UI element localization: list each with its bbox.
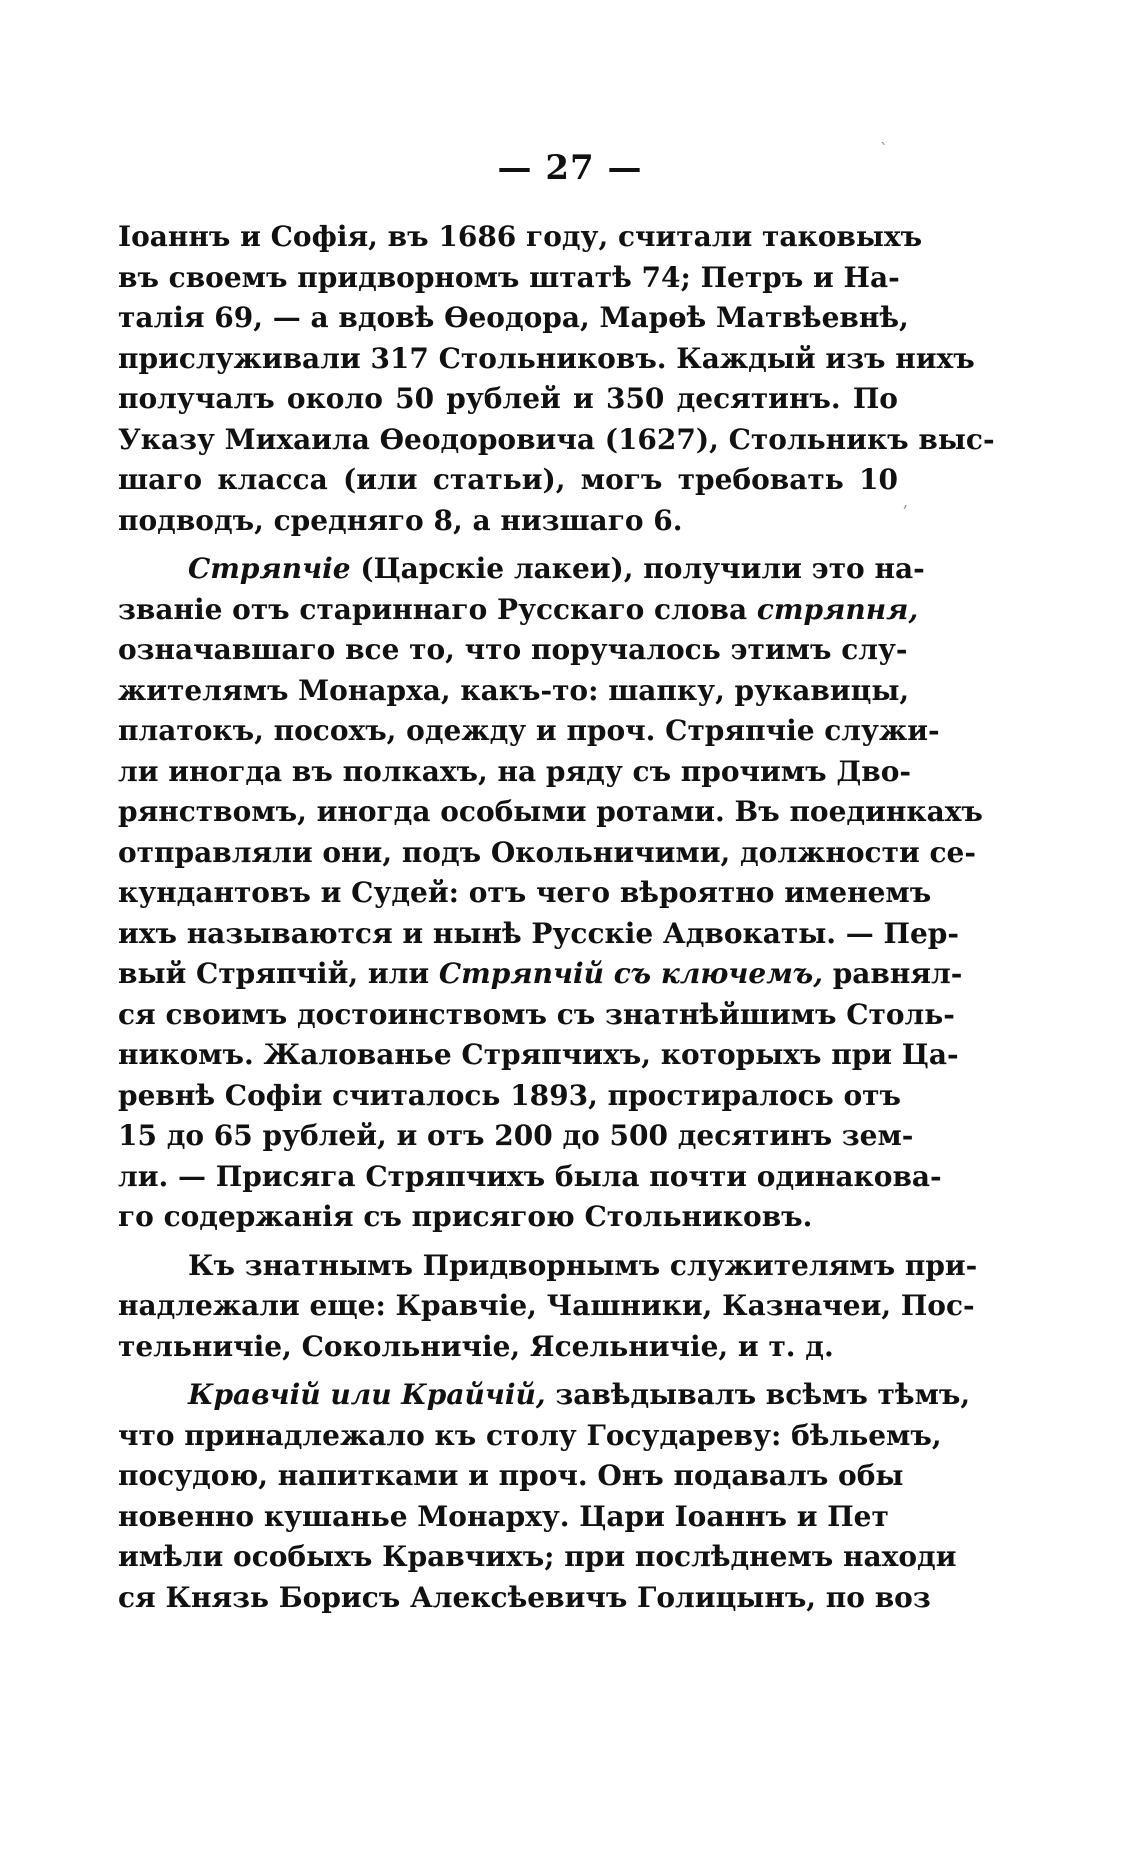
text-segment: прислуживали 317 Стольниковъ. Каждый изъ нихъ [118,341,975,375]
text-segment: ревнѣ Софіи считалось 1893, простиралось отъ [118,1078,901,1112]
text-line [118,460,898,501]
text-line [118,339,975,380]
scan-speck: ˋ [880,140,888,159]
italic-term: стряпня, [756,592,919,626]
text-line [118,298,909,339]
text-segment: новенно кушанье Монарху. Цари Іоаннъ и Пет [118,1499,889,1533]
text-line [118,833,976,874]
text-segment: званіе отъ стариннаго Русскаго слова [118,592,757,626]
text-segment: подводъ, средняго 8, а низшаго 6. [118,503,683,537]
text-line [118,630,908,671]
text-line [118,1375,971,1416]
text-line [118,873,932,914]
text-line [118,420,995,461]
text-line [118,954,963,995]
page-body [118,217,995,1618]
text-line [118,671,910,712]
text-segment: го содержанія съ присягою Стольниковъ. [118,1200,813,1233]
text-segment: кундантовъ и Судей: отъ чего вѣроятно именемъ [118,876,932,909]
text-line [118,995,955,1036]
scan-speck: , [903,492,909,511]
text-segment: ихъ называются и нынѣ Русскіе Адвокаты. — Пер- [118,916,959,950]
text-segment: что принадлежало къ столу Государеву: бѣльемъ, [118,1418,942,1452]
page-number: — 27 — [497,148,643,188]
text-segment: вый Стряпчій, или [118,957,439,990]
paragraph [118,549,983,1238]
text-line [118,1197,898,1238]
italic-term: Стряпчіе [188,552,351,585]
text-line [118,1497,889,1538]
text-line [118,1578,931,1619]
text-segment: ли иногда въ полкахъ, на ряду съ прочимъ Дво- [118,754,911,788]
text-line [118,792,983,833]
text-segment: означавшаго все то, что поручалось этимъ слу- [118,633,908,666]
text-segment: Іоаннъ и Софія, въ 1686 году, считали таковыхъ [118,220,923,253]
text-segment: рянствомъ, иногда особыми ротами. Въ поединкахъ [118,795,983,828]
text-line [118,501,898,542]
text-line [118,1456,904,1497]
text-line [118,258,898,299]
text-segment: имѣли особыхъ Кравчихъ; при послѣднемъ находи [118,1540,957,1573]
paragraph [118,217,995,541]
text-segment: платокъ, посохъ, одежду и проч. Стряпчіе служи- [118,714,940,747]
text-segment: ся своимъ достоинствомъ съ знатнѣйшимъ Столь- [118,997,955,1031]
text-segment: (Царскіе лакеи), получили это на- [350,552,925,585]
text-segment: получалъ около 50 рублей и 350 десятинъ. По [118,382,898,415]
text-line [118,379,898,420]
paragraph [118,1375,971,1618]
text-line [118,1035,959,1076]
text-segment: въ своемъ придворномъ штатѣ 74; Петръ и На- [118,260,900,294]
text-line [118,217,923,258]
italic-term: Кравчій или Крайчій, [188,1378,546,1411]
text-line [118,1246,978,1287]
text-line [118,1076,901,1117]
text-segment: равнял- [822,957,963,990]
italic-term: Стряпчій съ ключемъ, [438,957,823,990]
text-line [118,752,911,793]
text-segment: Указу Михаила Ѳеодоровича (1627), Стольникъ выс- [118,422,995,456]
text-segment: никомъ. Жалованье Стряпчихъ, которыхъ при Ца- [118,1038,959,1071]
text-line [118,1416,942,1457]
text-line [118,1327,898,1368]
text-line [118,711,940,752]
text-segment: Къ знатнымъ Придворнымъ служителямъ при- [188,1248,978,1282]
text-segment: отправляли они, подъ Окольничими, должности се- [118,835,976,869]
text-line [118,1116,914,1157]
text-segment: ся Князь Борисъ Алексѣевичъ Голицынъ, по воз [118,1580,931,1614]
text-line [118,590,919,631]
text-segment: талія 69, — а вдовѣ Ѳеодора, Марѳѣ Матвѣевнѣ, [118,301,909,334]
text-line [118,1537,957,1578]
text-segment: завѣдывалъ всѣмъ тѣмъ, [545,1378,971,1411]
text-segment: надлежали еще: Кравчіе, Чашники, Казначеи, Пос- [118,1289,975,1322]
text-line [118,914,959,955]
text-segment: жителямъ Монарха, какъ-то: шапку, рукавицы, [118,673,910,707]
text-segment: посудою, напитками и проч. Онъ подавалъ обы [118,1459,904,1492]
text-segment: 15 до 65 рублей, и отъ 200 до 500 десятинъ зем- [118,1119,914,1152]
text-segment: тельничіе, Сокольничіе, Ясельничіе, и т. д. [118,1329,834,1363]
text-line [118,549,925,590]
paragraph [118,1246,978,1368]
text-segment: шаго класса (или статьи), могъ требовать 10 [118,463,898,496]
text-line [118,1157,942,1198]
text-line [118,1286,975,1327]
text-segment: ли. — Присяга Стряпчихъ была почти одинакова- [118,1159,942,1193]
